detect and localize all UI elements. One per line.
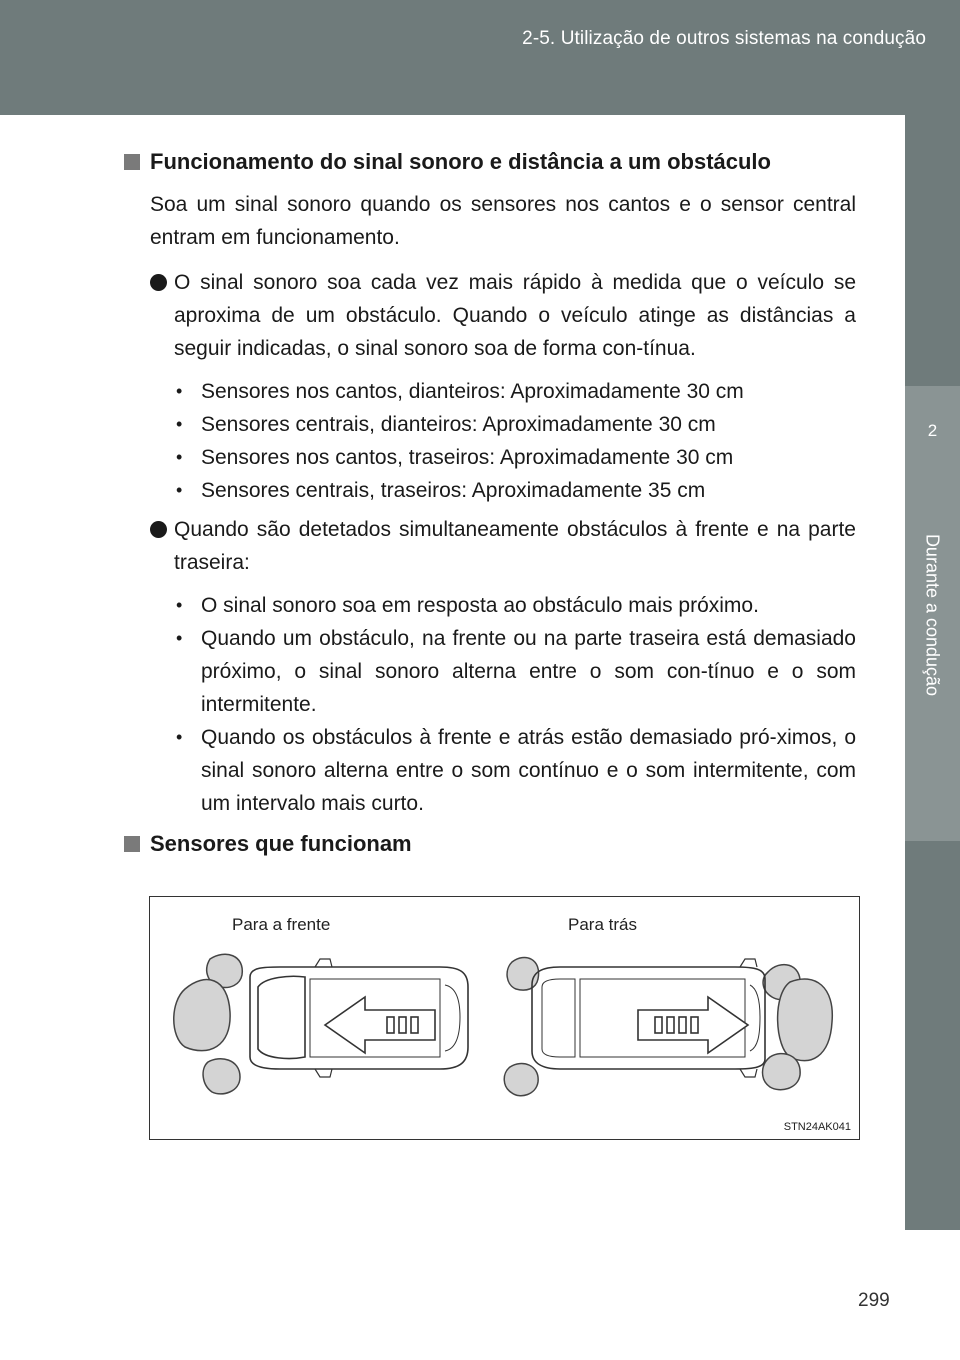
list-item: • Sensores centrais, traseiros: Aproximadamente 35 cm xyxy=(174,474,856,507)
list-item: • Sensores nos cantos, traseiros: Aproximadamente 30 cm xyxy=(174,441,856,474)
front-right-corner-zone xyxy=(203,1059,240,1094)
page-number: 299 xyxy=(858,1290,890,1311)
page-header xyxy=(0,0,960,115)
list-item: • Sensores nos cantos, dianteiros: Aproximadamente 30 cm xyxy=(174,375,856,408)
main-content xyxy=(124,146,856,870)
rear-right-far-zone xyxy=(504,1063,538,1095)
intro-paragraph: Soa um sinal sonoro quando os sensores nos cantos e o sensor central entram em funcionamento. xyxy=(150,193,856,249)
front-center-zone xyxy=(174,980,230,1051)
heading-text: Sensores que funcionam xyxy=(150,831,412,856)
reverse-arrow-icon xyxy=(638,997,748,1053)
label-forward: Para a frente xyxy=(232,915,331,934)
bullet-buzzer-rate xyxy=(124,266,856,365)
sensor-diagram xyxy=(149,896,860,1140)
section-heading-buzzer xyxy=(124,146,856,178)
figure-code: STN24AK041 xyxy=(783,1121,851,1133)
list-item: • Sensores centrais, dianteiros: Aproximadamente 30 cm xyxy=(174,408,856,441)
section-heading-sensors xyxy=(124,828,856,860)
bullet-simultaneous xyxy=(124,513,856,579)
bullet-text: O sinal sonoro soa cada vez mais rápido à medida que o veículo se aproxima de um obstáculo. Quando o veículo atinge as distâncias a seguir indicadas, o sinal sonoro soa de forma con-tínua. xyxy=(174,271,856,360)
chapter-label: Durante a condução xyxy=(922,533,943,697)
square-bullet-icon xyxy=(124,836,140,852)
rear-center-zone xyxy=(778,979,833,1061)
bullet-text: Quando são detetados simultaneamente obstáculos à frente e na parte traseira: xyxy=(174,518,856,574)
front-sensor-zones xyxy=(174,954,243,1094)
simultaneous-list xyxy=(174,589,856,820)
list-item: • Quando os obstáculos à frente e atrás estão demasiado pró-ximos, o sinal sonoro alterna entre o som contínuo e o som intermitente, com um intervalo mais curto. xyxy=(174,721,856,820)
forward-arrow-icon xyxy=(325,997,435,1053)
list-item: • Quando um obstáculo, na frente ou na parte traseira está demasiado próximo, o sinal sonoro alterna entre o som con-tínuo e o som intermitente. xyxy=(174,622,856,721)
list-item: • O sinal sonoro soa em resposta ao obstáculo mais próximo. xyxy=(174,589,856,622)
round-bullet-icon xyxy=(150,521,167,538)
section-title: 2-5. Utilização de outros sistemas na condução xyxy=(522,28,926,49)
sensor-diagram-svg xyxy=(150,897,859,1139)
chapter-side-tab xyxy=(905,115,960,1230)
square-bullet-icon xyxy=(124,154,140,170)
label-reverse: Para trás xyxy=(568,915,637,934)
chapter-number: 2 xyxy=(927,421,938,440)
rear-left-far-zone xyxy=(507,957,539,990)
heading-text: Funcionamento do sinal sonoro e distância a um obstáculo xyxy=(150,149,771,174)
round-bullet-icon xyxy=(150,274,167,291)
distance-list xyxy=(174,375,856,507)
rear-right-corner-zone xyxy=(763,1054,801,1090)
